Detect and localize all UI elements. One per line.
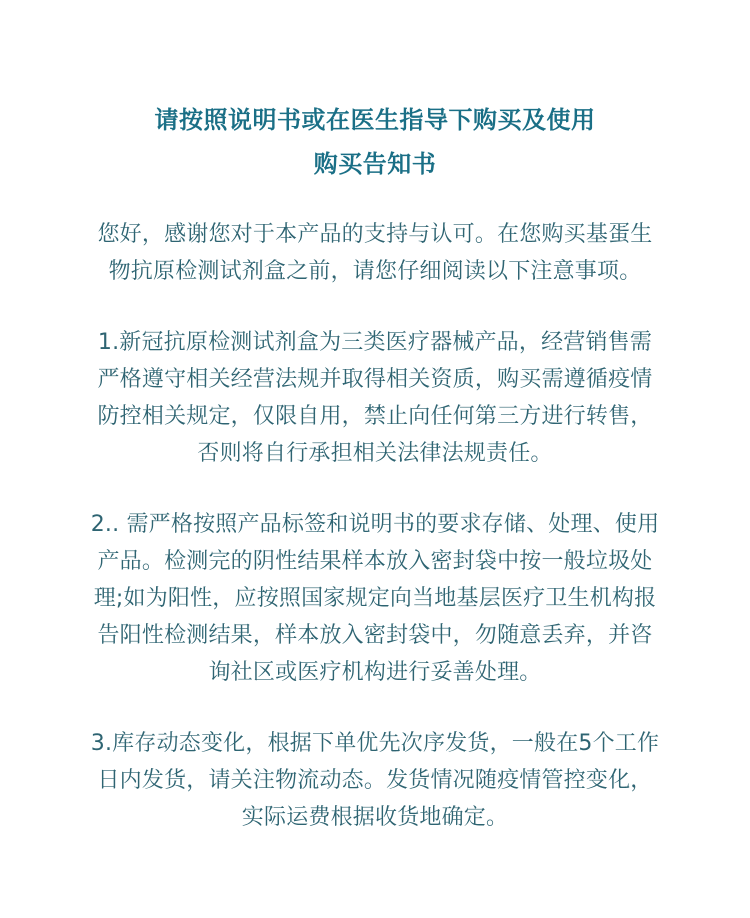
notice-item-1 [60, 324, 690, 472]
notice-item-line: 否则将自行承担相关法律法规责任。 [197, 441, 553, 466]
notice-item-line: 2.. 需严格按照产品标签和说明书的要求存储、处理、使用 [90, 512, 660, 537]
notice-item-3 [60, 725, 690, 836]
notice-item-line: 实际运费根据收货地确定。 [241, 805, 509, 830]
notice-item-line: 日内发货，请关注物流动态。发货情况随疫情管控变化， [97, 768, 653, 793]
intro-line: 您好，感谢您对于本产品的支持与认可。在您购买基蛋生 [97, 222, 653, 247]
title-line-1: 请按照说明书或在医生指导下购买及使用 [154, 106, 596, 134]
notice-item-line: 理;如为阳性，应按照国家规定向当地基层医疗卫生机构报 [93, 586, 657, 611]
notice-item-line: 告阳性检测结果，样本放入密封袋中，勿随意丢弃，并咨 [97, 623, 653, 648]
intro-paragraph [60, 216, 690, 290]
notice-item-line: 询社区或医疗机构进行妥善处理。 [208, 660, 542, 685]
notice-item-line: 产品。检测完的阴性结果样本放入密封袋中按一般垃圾处 [97, 549, 653, 574]
notice-item-line: 防控相关规定，仅限自用，禁止向任何第三方进行转售， [97, 404, 653, 429]
notice-item-2 [60, 506, 690, 691]
intro-line: 物抗原检测试剂盒之前，请您仔细阅读以下注意事项。 [108, 259, 642, 284]
notice-item-line: 3.库存动态变化，根据下单优先次序发货，一般在5个工作 [90, 731, 660, 756]
notice-item-line: 1.新冠抗原检测试剂盒为三类医疗器械产品，经营销售需 [97, 330, 653, 355]
page-title [60, 98, 690, 186]
notice-item-line: 严格遵守相关经营法规并取得相关资质，购买需遵循疫情 [97, 367, 653, 392]
title-line-2: 购买告知书 [313, 150, 437, 178]
